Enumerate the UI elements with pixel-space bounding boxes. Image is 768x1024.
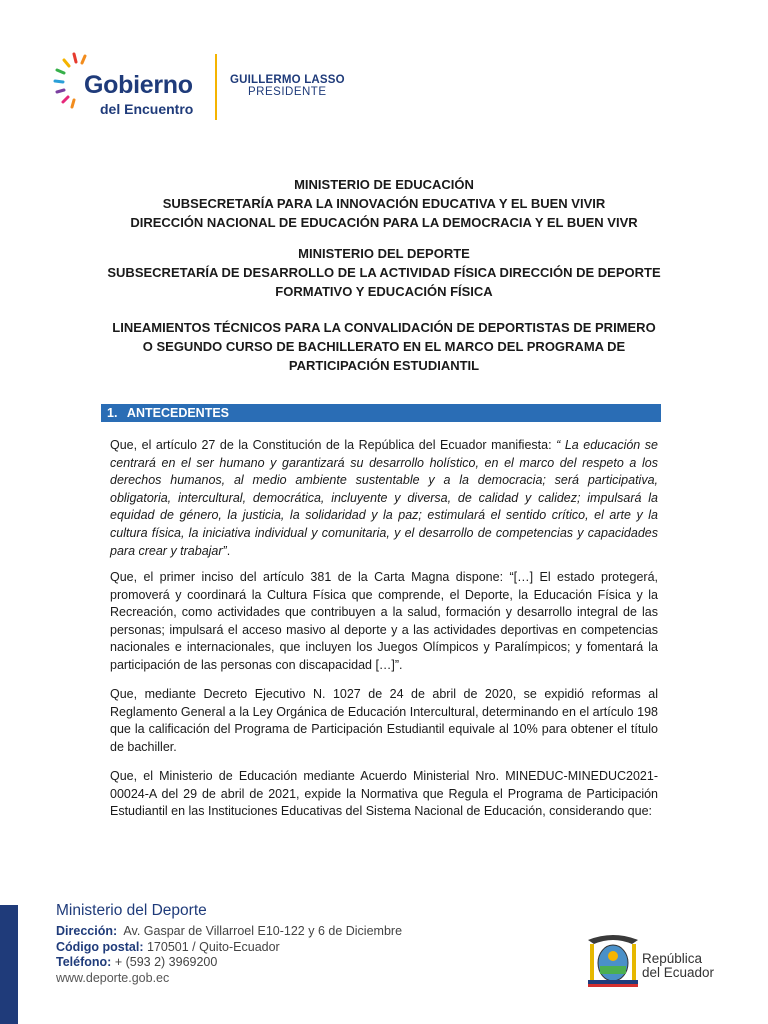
footer-contact [56, 902, 402, 985]
footer-ministry: Ministerio del Deporte [56, 902, 207, 919]
president-name: GUILLERMO LASSO [230, 74, 345, 86]
sun-rays-icon [52, 50, 88, 110]
logo-title: Gobierno [84, 71, 193, 99]
footer-accent-bar [0, 905, 18, 1024]
section-title: ANTECEDENTES [126, 406, 230, 420]
title-line: O SEGUNDO CURSO DE BACHILLERATO EN EL MARCO DEL PROGRAMA DE [142, 339, 626, 354]
republic-line: del Ecuador [642, 965, 715, 980]
header-sport [100, 244, 668, 301]
section-heading [101, 404, 661, 422]
postal-value: 170501 / Quito-Ecuador [146, 939, 280, 954]
footer-address [56, 924, 402, 940]
header-line: FORMATIVO Y EDUCACIÓN FÍSICA [275, 284, 493, 299]
postal-label: Código postal: [56, 939, 144, 954]
phone-label: Teléfono: [56, 955, 112, 969]
header-line: MINISTERIO DEL DEPORTE [298, 246, 470, 261]
paragraph-article-381: Que, el primer inciso del artículo 381 de la Carta Magna dispone: “[…] El estado protegerá, promoverá y coordinará la Cultura Física que comprende, el Deporte, la Educación Física y la Recreación, como actividades que contribuyen a la salud, formación y desarrollo integral de las personas; impulsará el acceso masivo al deporte y a las actividades deportivas en competencias nacionales e internacionales, que incluyen los Juegos Olímpicos y Paralímpicos; y fomentará la participación de las personas con discapacidad […]”. [110, 570, 658, 672]
footer-phone [56, 955, 402, 971]
footer-website[interactable]: www.deporte.gob.ec [56, 970, 170, 985]
republic-line: República [642, 951, 703, 966]
phone-value: + (593 2) 3969200 [114, 955, 218, 969]
header-line: DIRECCIÓN NACIONAL DE EDUCACIÓN PARA LA DEMOCRACIA Y EL BUEN VIVR [130, 215, 638, 230]
document-title [100, 318, 668, 375]
coat-of-arms-icon [582, 930, 644, 992]
paragraph-decree-1027: Que, mediante Decreto Ejecutivo N. 1027 de 24 de abril de 2020, se expidió reformas al Reglamento General a la Ley Orgánica de Educación Intercultural, determinando en el artículo 198 que la calificación del Programa de Participación Estudiantil equivale al 10% para obtener el título de bachiller. [110, 687, 658, 754]
paragraph-ministerial-agreement: Que, el Ministerio de Educación mediante Acuerdo Ministerial Nro. MINEDUC-MINEDUC2021-00024-A del 29 de abril de 2021, expide la Normativa que Regula el Programa de Participación Estudiantil en las Instituciones Educativas del Sistema Nacional de Educación, considerando que: [110, 769, 658, 819]
quote-text: “ La educación se centrará en el ser humano y garantizará su desarrollo holístico, en el marco del respeto a los derechos humanos, al medio ambiente sustentable y a la democracia; será participativa, obligatoria, intercultural, democrática, incluyente y diversa, de calidad y calidez; impulsará la equidad de género, la justicia, la solidaridad y la paz; estimulará el sentido crítico, el arte y la cultura física, la iniciativa individual y comunitaria, y el desarrollo de competencias y capacidades para crear y trabajar” [110, 438, 658, 558]
header-line: MINISTERIO DE EDUCACIÓN [294, 177, 474, 192]
address-label: Dirección: [56, 924, 118, 938]
president-role: PRESIDENTE [248, 86, 327, 98]
paragraph-text: . [226, 543, 231, 558]
paragraph-text: Que, el artículo 27 de la Constitución de la República del Ecuador manifiesta: [110, 438, 557, 452]
header-line: SUBSECRETARÍA DE DESARROLLO DE LA ACTIVIDAD FÍSICA DIRECCIÓN DE DEPORTE [107, 265, 661, 280]
header-line: SUBSECRETARÍA PARA LA INNOVACIÓN EDUCATIVA Y EL BUEN VIVIR [162, 196, 606, 211]
republic-label [642, 952, 714, 980]
logo-divider [215, 54, 217, 120]
title-line: LINEAMIENTOS TÉCNICOS PARA LA CONVALIDACIÓN DE DEPORTISTAS DE PRIMERO [112, 320, 656, 335]
title-line: PARTICIPACIÓN ESTUDIANTIL [288, 358, 480, 373]
gobierno-logo [52, 50, 372, 125]
header-education [100, 175, 668, 232]
footer-postal [56, 940, 402, 956]
logo-subtitle: del Encuentro [100, 101, 194, 117]
address-value: Av. Gaspar de Villarroel E10-122 y 6 de Diciembre [123, 924, 403, 938]
paragraph-article-27 [110, 437, 658, 560]
section-number: 1. [107, 406, 118, 420]
